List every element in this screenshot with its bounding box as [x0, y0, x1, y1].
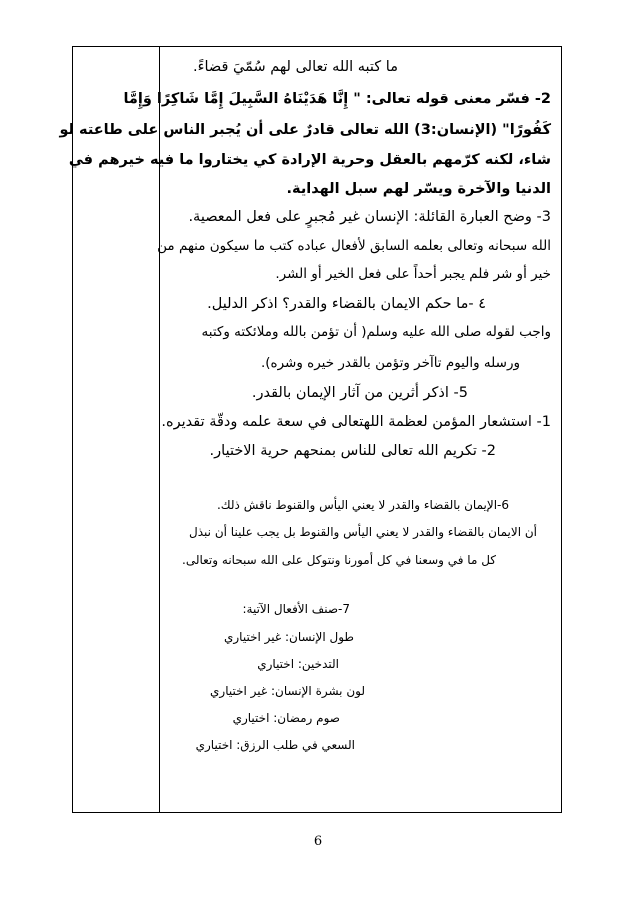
text-line-1: ما كتبه الله تعالى لهم سُمّيَ قضاءً. [193, 59, 398, 75]
classify-item-2: التدخين: اختياري [257, 657, 339, 671]
question-2: 2- فسّر معنى قوله تعالى: " إِنَّا هَدَيْنَاهُ السَّبِيلَ إِمَّا شَاكِرًا وَإِمَّا [123, 91, 551, 107]
classify-item-5: السعي في طلب الرزق: اختياري [195, 738, 355, 752]
answer-2-line-3: الدنيا والآخرة ويسّر لهم سبل الهداية. [286, 181, 551, 197]
question-4: ٤ -ما حكم الايمان بالقضاء والقدر؟ اذكر الدليل. [207, 296, 486, 312]
question-7: 7-صنف الأفعال الآتية: [242, 602, 350, 616]
classify-item-1: طول الإنسان: غير اختياري [223, 630, 354, 644]
page-number: 6 [313, 834, 323, 849]
answer-5-item-1: 1- استشعار المؤمن لعظمة اللهتعالى في سعة علمه ودقّة تقديره. [161, 414, 551, 430]
classify-item-3: لون بشرة الإنسان: غير اختياري [210, 684, 365, 698]
question-6: 6-الإيمان بالقضاء والقدر لا يعني اليأس والقنوط ناقش ذلك. [216, 498, 509, 512]
answer-6-line-1: أن الايمان بالقضاء والقدر لا يعني اليأس والقنوط بل يجب علينا أن نبذل [189, 525, 537, 539]
answer-4-line-1: واجب لقوله صلى الله عليه وسلم( أن تؤمن بالله وملائكته وكتبه [201, 324, 551, 340]
answer-2-line-2: شاء، لكنه كرّمهم بالعقل وحرية الإرادة كي يختاروا ما فيه خيرهم في [68, 152, 551, 168]
question-3: 3- وضح العبارة القائلة: الإنسان غير مُجبرٍ على فعل المعصية. [188, 209, 551, 225]
answer-6-line-2: كل ما في وسعنا في كل أمورنا ونتوكل على الله سبحانه وتعالى. [182, 553, 496, 567]
answer-3-line-2: خير أو شر فلم يجبر أحداً على فعل الخير أو الشر. [275, 266, 551, 282]
classify-item-4: صوم رمضان: اختياري [232, 711, 340, 725]
answer-2-line-1: كَفُورًا" (الإنسان:3) الله تعالى قادرٌ على أن يُجبر الناس على طاعته لو [59, 122, 551, 138]
answer-4-line-2: ورسله واليوم تاآخر وتؤمن بالقدر خيره وشره). [260, 355, 520, 371]
question-5: 5- اذكر أثرين من آثار الإيمان بالقدر. [251, 385, 468, 401]
answer-5-item-2: 2- تكريم الله تعالى للناس بمنحهم حرية الاختيار. [209, 443, 496, 459]
answer-3-line-1: الله سبحانه وتعالى بعلمه السابق لأفعال عباده كتب ما سيكون منهم من [157, 238, 551, 254]
